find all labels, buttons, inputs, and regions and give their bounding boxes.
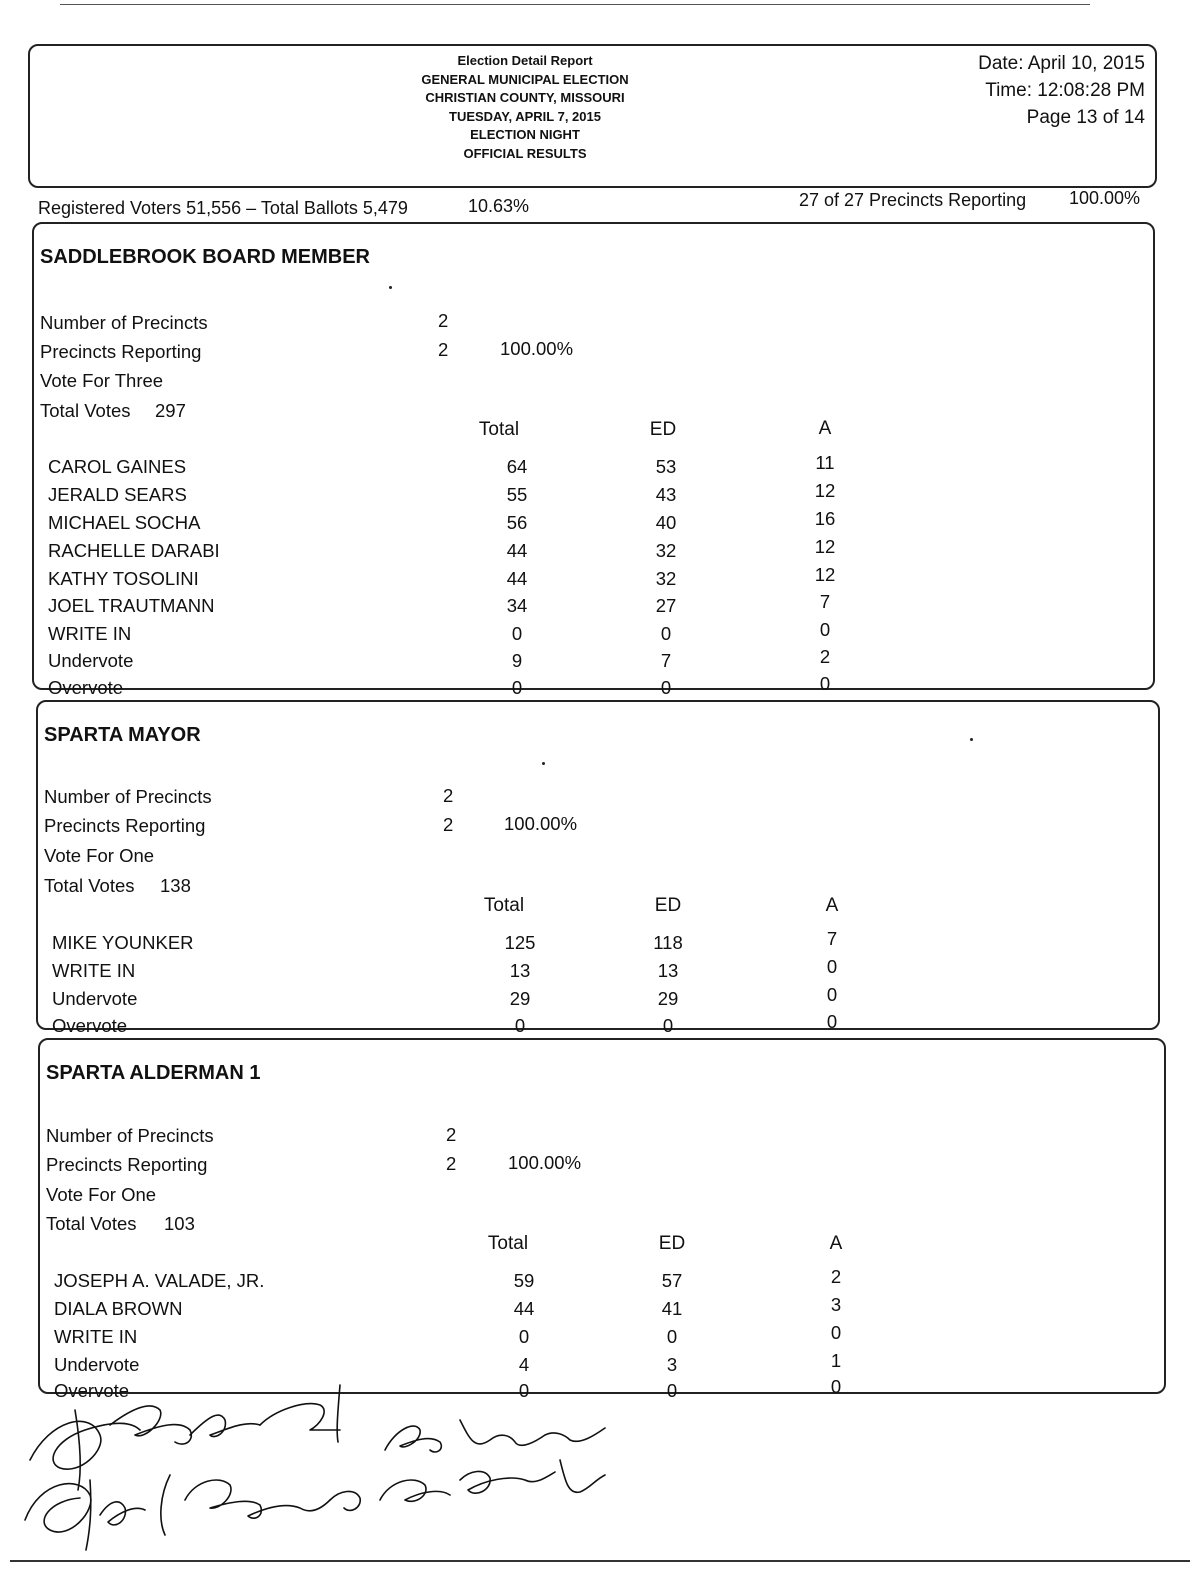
precincts-reporting-value: 2 <box>438 339 449 360</box>
number-of-precincts-value: 2 <box>443 785 454 806</box>
column-header-a: A <box>818 418 832 439</box>
total-votes-value: 103 <box>164 1213 195 1234</box>
candidate-name: Overvote <box>52 1015 128 1036</box>
scan-speck <box>970 738 973 741</box>
number-of-precincts-value: 2 <box>438 310 449 331</box>
table-row <box>34 591 1153 622</box>
precincts-reporting-percent: 100.00% <box>500 338 574 359</box>
votes-total: 0 <box>511 623 523 644</box>
election-date: TUESDAY, APRIL 7, 2015 <box>449 108 601 124</box>
vote-for: Vote For Three <box>40 370 164 391</box>
votes-ed: 29 <box>657 988 679 1009</box>
contest-title: SADDLEBROOK BOARD MEMBER <box>40 246 370 268</box>
candidate-name: RACHELLE DARABI <box>48 540 220 561</box>
votes-total: 44 <box>506 568 528 589</box>
votes-total: 29 <box>509 988 531 1009</box>
contest-saddlebrook-board-member <box>32 222 1155 698</box>
votes-a: 0 <box>826 1011 838 1032</box>
votes-a: 12 <box>814 564 836 585</box>
number-of-precincts-label: Number of Precincts <box>44 786 212 807</box>
total-votes-label: Total Votes <box>46 1213 137 1234</box>
column-header-ed: ED <box>658 1233 686 1254</box>
votes-total: 34 <box>506 595 528 616</box>
votes-total: 0 <box>511 677 523 698</box>
candidate-name: JOSEPH A. VALADE, JR. <box>54 1270 265 1291</box>
jurisdiction: CHRISTIAN COUNTY, MISSOURI <box>425 90 625 105</box>
scan-speck <box>389 286 392 289</box>
candidate-name: WRITE IN <box>48 623 132 644</box>
total-votes-label: Total Votes <box>44 875 135 896</box>
candidate-name: CAROL GAINES <box>48 456 187 477</box>
candidate-name: KATHY TOSOLINI <box>48 568 199 589</box>
votes-ed: 32 <box>655 568 677 589</box>
votes-ed: 118 <box>653 932 683 953</box>
candidate-name: WRITE IN <box>54 1326 138 1347</box>
votes-total: 44 <box>506 540 528 561</box>
table-row <box>38 984 1158 1015</box>
contest-title: SPARTA ALDERMAN 1 <box>46 1062 261 1084</box>
votes-ed: 27 <box>655 595 677 616</box>
votes-ed: 0 <box>660 677 672 698</box>
votes-total: 125 <box>504 932 536 953</box>
votes-a: 0 <box>826 984 838 1005</box>
precincts-reporting-label: Precincts Reporting <box>44 815 206 836</box>
scan-top-rule <box>60 4 1090 5</box>
turnout-percent: 10.63% <box>468 196 530 216</box>
votes-a: 2 <box>830 1266 842 1287</box>
votes-a: 2 <box>819 646 831 667</box>
votes-ed: 13 <box>657 960 679 981</box>
votes-ed: 0 <box>666 1380 678 1401</box>
votes-total: 0 <box>518 1380 530 1401</box>
precincts-percent: 100.00% <box>1069 188 1141 208</box>
votes-a: 0 <box>826 956 838 977</box>
votes-ed: 32 <box>655 540 677 561</box>
votes-ed: 41 <box>661 1298 683 1319</box>
candidate-name: Overvote <box>54 1380 130 1401</box>
candidate-name: WRITE IN <box>52 960 136 981</box>
votes-a: 0 <box>830 1322 842 1343</box>
votes-ed: 43 <box>655 484 677 505</box>
column-header-total: Total <box>483 895 525 916</box>
table-row <box>40 1350 1164 1381</box>
column-header-a: A <box>825 895 839 916</box>
votes-ed: 0 <box>666 1326 678 1347</box>
table-row <box>34 452 1153 483</box>
precincts-reporting: 27 of 27 Precincts Reporting <box>799 190 1027 210</box>
candidate-name: Overvote <box>48 677 124 698</box>
vote-for: Vote For One <box>44 845 155 866</box>
report-date: Date: April 10, 2015 <box>978 53 1145 74</box>
votes-total: 0 <box>518 1326 530 1347</box>
table-row <box>40 1266 1164 1297</box>
voters-ballots: Registered Voters 51,556 – Total Ballots 5,479 <box>38 198 408 218</box>
votes-total: 4 <box>518 1354 530 1375</box>
votes-a: 12 <box>814 480 836 501</box>
table-row <box>40 1322 1164 1353</box>
table-row <box>38 928 1158 959</box>
contest-sparta-alderman-1 <box>38 1038 1166 1401</box>
precincts-reporting-percent: 100.00% <box>508 1152 582 1173</box>
report-meta <box>895 50 1145 131</box>
column-header-total: Total <box>487 1233 529 1254</box>
votes-total: 9 <box>511 650 523 671</box>
column-header-ed: ED <box>654 895 682 916</box>
candidate-name: Undervote <box>54 1354 140 1375</box>
votes-ed: 57 <box>661 1270 683 1291</box>
table-row <box>34 536 1153 567</box>
precincts-reporting-value: 2 <box>443 814 454 835</box>
precincts-reporting-percent: 100.00% <box>504 813 578 834</box>
votes-total: 13 <box>509 960 531 981</box>
votes-a: 7 <box>826 928 838 949</box>
votes-a: 3 <box>830 1294 842 1315</box>
votes-ed: 53 <box>655 456 677 477</box>
votes-total: 55 <box>506 484 528 505</box>
votes-total: 64 <box>506 456 528 477</box>
number-of-precincts-value: 2 <box>446 1124 457 1145</box>
precincts-reporting-label: Precincts Reporting <box>40 341 202 362</box>
votes-a: 1 <box>830 1350 842 1371</box>
votes-a: 16 <box>814 508 836 529</box>
candidate-name: JERALD SEARS <box>48 484 187 505</box>
table-row <box>38 956 1158 987</box>
vote-for: Vote For One <box>46 1184 157 1205</box>
column-header-ed: ED <box>649 419 677 440</box>
candidate-name: MIKE YOUNKER <box>52 932 194 953</box>
report-time: Time: 12:08:28 PM <box>985 80 1145 101</box>
votes-ed: 3 <box>666 1354 678 1375</box>
candidate-name: MICHAEL SOCHA <box>48 512 201 533</box>
table-row <box>34 564 1153 595</box>
votes-a: 7 <box>819 591 831 612</box>
page-number: Page 13 of 14 <box>1026 107 1145 128</box>
scan-bottom-rule <box>10 1560 1190 1562</box>
candidate-name: Undervote <box>48 650 134 671</box>
candidate-name: Undervote <box>52 988 138 1009</box>
votes-total: 44 <box>513 1298 535 1319</box>
summary-line <box>38 190 1148 218</box>
votes-total: 59 <box>513 1270 535 1291</box>
results-status: OFFICIAL RESULTS <box>463 145 587 161</box>
votes-ed: 0 <box>662 1015 674 1036</box>
contest-sparta-mayor <box>36 700 1160 1036</box>
votes-total: 0 <box>514 1015 526 1036</box>
column-header-a: A <box>829 1233 843 1254</box>
votes-a: 0 <box>819 673 831 694</box>
contest-title: SPARTA MAYOR <box>44 724 201 746</box>
election-name: GENERAL MUNICIPAL ELECTION <box>421 71 629 87</box>
total-votes-value: 297 <box>155 400 186 421</box>
number-of-precincts-label: Number of Precincts <box>46 1125 214 1146</box>
report-type: ELECTION NIGHT <box>470 127 580 142</box>
candidate-name: DIALA BROWN <box>54 1298 183 1319</box>
table-row <box>34 619 1153 650</box>
votes-total: 56 <box>506 512 528 533</box>
report-title-block <box>360 52 690 163</box>
total-votes-label: Total Votes <box>40 400 131 421</box>
candidate-name: JOEL TRAUTMANN <box>48 595 215 616</box>
votes-a: 11 <box>815 452 835 473</box>
votes-ed: 0 <box>660 623 672 644</box>
votes-a: 0 <box>830 1376 842 1397</box>
votes-ed: 7 <box>660 650 672 671</box>
table-row <box>34 480 1153 511</box>
report-header <box>28 44 1157 188</box>
number-of-precincts-label: Number of Precincts <box>40 312 208 333</box>
votes-a: 0 <box>819 619 831 640</box>
scan-speck <box>542 762 545 765</box>
precincts-reporting-value: 2 <box>446 1153 457 1174</box>
table-row <box>34 508 1153 539</box>
votes-ed: 40 <box>655 512 677 533</box>
report-title: Election Detail Report <box>457 53 593 68</box>
column-header-total: Total <box>478 419 520 440</box>
precincts-reporting-label: Precincts Reporting <box>46 1154 208 1175</box>
table-row <box>34 646 1153 677</box>
handwritten-signatures <box>20 1380 640 1560</box>
votes-a: 12 <box>814 536 836 557</box>
table-row <box>40 1294 1164 1325</box>
total-votes-value: 138 <box>160 875 191 896</box>
